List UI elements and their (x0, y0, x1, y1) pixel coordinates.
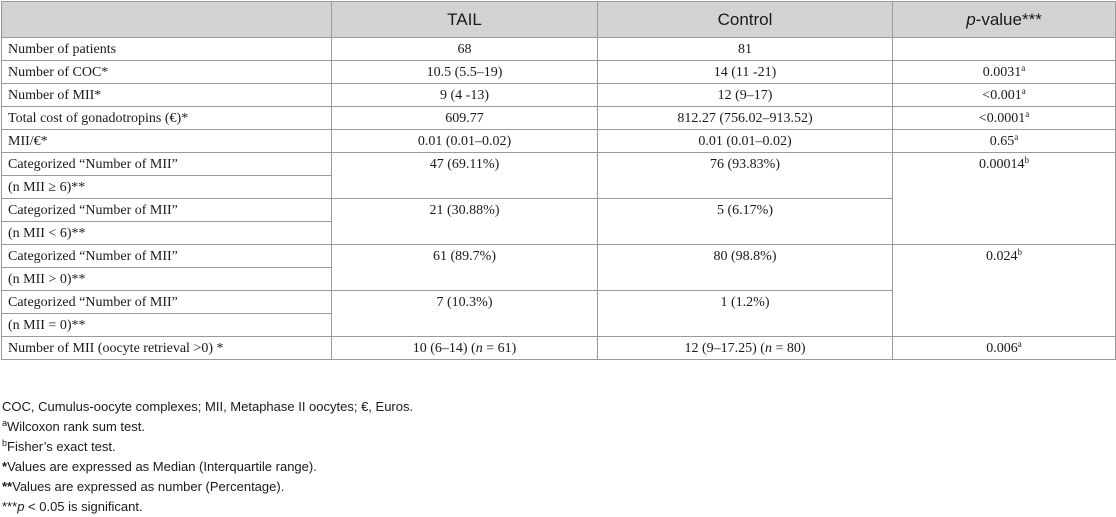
footnote-b (2, 437, 413, 457)
footnote-star2-text: Values are expressed as number (Percentage). (12, 479, 285, 494)
row-label-condition: (n MII = 0)** (2, 314, 332, 337)
header-control: Control (598, 2, 893, 38)
row-label: Total cost of gonadotropins (€)* (2, 107, 332, 130)
footnote-star1-text: Values are expressed as Median (Interquartile range). (7, 459, 317, 474)
table-footnotes (2, 397, 413, 517)
p-footnote-mark: a (1014, 131, 1019, 142)
footnote-star3 (2, 497, 413, 517)
p-footnote-mark: a (1017, 338, 1022, 349)
control-value: 12 (9–17) (598, 84, 893, 107)
control-value: 812.27 (756.02–913.52) (598, 107, 893, 130)
p-footnote-mark: a (1025, 108, 1030, 119)
tail-value (332, 337, 598, 360)
tail-value: 9 (4 -13) (332, 84, 598, 107)
control-main: 12 (9–17.25) ( (684, 340, 765, 356)
table-row (2, 153, 1116, 176)
p-value (893, 245, 1116, 337)
p-value-text: <0.0001 (978, 110, 1026, 126)
table-row (2, 337, 1116, 360)
p-value-text: 0.65 (989, 133, 1015, 149)
footnote-star2-mark: ** (2, 479, 13, 494)
control-value: 80 (98.8%) (598, 245, 893, 291)
footnote-a-text: Wilcoxon rank sum test. (7, 419, 146, 434)
footnote-star1 (2, 457, 413, 477)
footnote-star2 (2, 477, 413, 497)
row-label: Categorized “Number of MII” (2, 245, 332, 268)
results-table (1, 1, 1116, 360)
footnote-star1-mark: * (2, 459, 8, 474)
row-label-condition: (n MII < 6)** (2, 222, 332, 245)
table-row (2, 130, 1116, 153)
control-n-italic: n (764, 340, 772, 356)
p-value-text: <0.001 (982, 87, 1022, 103)
row-label: Categorized “Number of MII” (2, 153, 332, 176)
row-label: Number of MII* (2, 84, 332, 107)
tail-value: 10.5 (5.5–19) (332, 61, 598, 84)
p-footnote-mark: b (1017, 247, 1022, 257)
header-tail: TAIL (332, 2, 598, 38)
tail-main: 10 (6–14) ( (412, 340, 476, 356)
p-value (893, 153, 1116, 245)
header-row (2, 2, 1116, 38)
header-blank (2, 2, 332, 38)
row-label: Number of COC* (2, 61, 332, 84)
footnote-a (2, 417, 413, 437)
control-value: 0.01 (0.01–0.02) (598, 130, 893, 153)
control-value: 14 (11 -21) (598, 61, 893, 84)
control-value: 76 (93.83%) (598, 153, 893, 199)
tail-value: 68 (332, 38, 598, 61)
tail-value: 21 (30.88%) (332, 199, 598, 245)
tail-value: 0.01 (0.01–0.02) (332, 130, 598, 153)
table-row (2, 38, 1116, 61)
control-value (598, 337, 893, 360)
footnote-star3-p: p (17, 499, 25, 514)
control-value: 5 (6.17%) (598, 199, 893, 245)
header-p-italic: p (966, 10, 976, 29)
row-label: Categorized “Number of MII” (2, 291, 332, 314)
p-footnote-mark: b (1024, 155, 1029, 165)
footnote-abbreviations: COC, Cumulus-oocyte complexes; MII, Metaphase II oocytes; €, Euros. (2, 399, 414, 414)
tail-value: 61 (89.7%) (332, 245, 598, 291)
table-row (2, 245, 1116, 268)
p-value-text: 0.006 (986, 340, 1018, 356)
tail-n-italic: n (475, 340, 483, 356)
p-footnote-mark: a (1021, 62, 1026, 73)
footnote-b-mark: b (2, 438, 8, 448)
tail-value: 7 (10.3%) (332, 291, 598, 337)
control-value: 81 (598, 38, 893, 61)
footnote-star3-text: < 0.05 is significant. (24, 499, 143, 514)
p-value-text: 0.024 (986, 249, 1018, 264)
p-value-text: 0.00014 (979, 157, 1025, 172)
p-value-text: 0.0031 (982, 64, 1022, 80)
row-label: Number of MII (oocyte retrieval >0) * (2, 337, 332, 360)
row-label-condition: (n MII > 0)** (2, 268, 332, 291)
table-row (2, 84, 1116, 107)
p-footnote-mark: a (1021, 85, 1026, 96)
control-value: 1 (1.2%) (598, 291, 893, 337)
row-label-condition: (n MII ≥ 6)** (2, 176, 332, 199)
control-n-rest: = 80) (771, 340, 806, 356)
header-p-rest: -value*** (975, 10, 1042, 29)
tail-value: 609.77 (332, 107, 598, 130)
p-value (893, 337, 1116, 360)
header-p-value (893, 2, 1116, 38)
row-label: Number of patients (2, 38, 332, 61)
tail-value: 47 (69.11%) (332, 153, 598, 199)
table-row (2, 61, 1116, 84)
row-label: MII/€* (2, 130, 332, 153)
footnote-star3-prefix: *** (2, 499, 18, 514)
tail-n-rest: = 61) (482, 340, 517, 356)
footnote-a-mark: a (2, 418, 8, 428)
p-value (893, 38, 1116, 61)
p-value (893, 61, 1116, 84)
p-value (893, 84, 1116, 107)
row-label: Categorized “Number of MII” (2, 199, 332, 222)
footnote-b-text: Fisher’s exact test. (7, 439, 116, 454)
p-value (893, 107, 1116, 130)
table-row (2, 107, 1116, 130)
p-value (893, 130, 1116, 153)
